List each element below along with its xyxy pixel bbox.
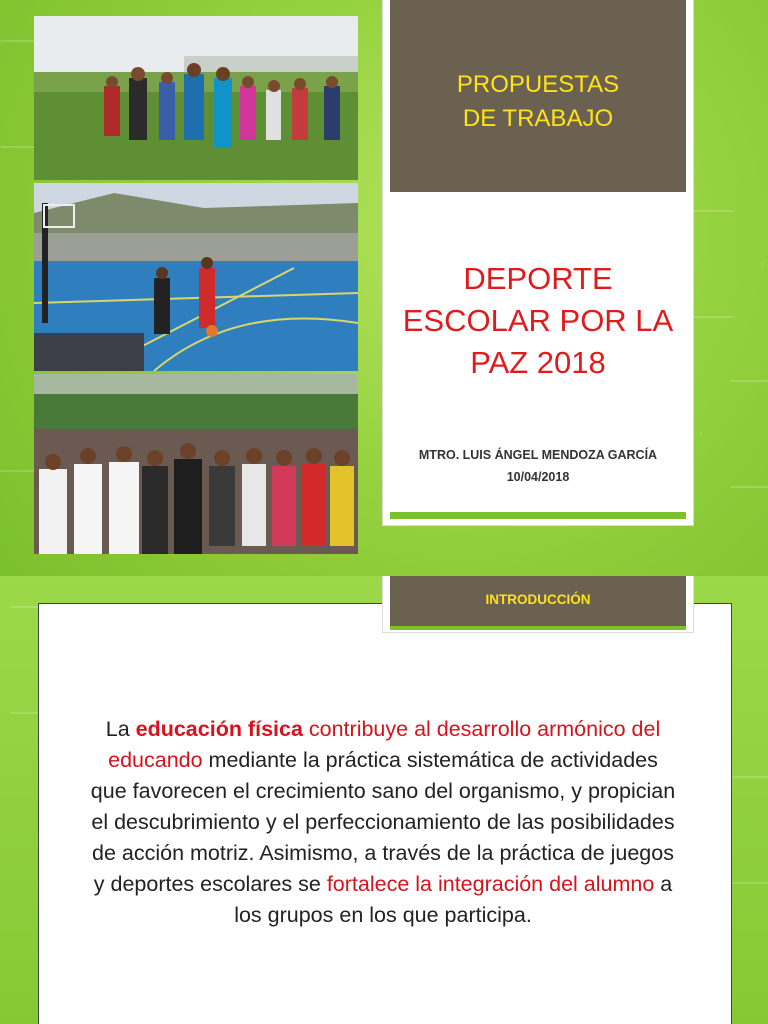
author-name: MTRO. LUIS ÁNGEL MENDOZA GARCÍA — [418, 448, 658, 462]
intro-panel — [383, 576, 693, 632]
highlight-integracion: fortalece la integración del alumno — [326, 872, 655, 896]
photo-students-jumping — [34, 16, 358, 180]
proposal-heading-line2: DE TRABAJO — [462, 105, 614, 132]
intro-accent-bar — [390, 626, 686, 630]
author-block — [383, 444, 693, 488]
photo-basketball-court — [34, 183, 358, 371]
title-panel — [383, 0, 693, 525]
photo-basketball-court-image — [34, 183, 358, 371]
main-title-line1: DEPORTE — [463, 261, 613, 296]
proposal-heading-line1: PROPUESTAS — [456, 71, 620, 98]
title-panel-header — [390, 0, 686, 192]
accent-bar — [390, 512, 686, 519]
highlight-educacion-fisica: educación física — [135, 717, 303, 741]
intro-heading: INTRODUCCIÓN — [390, 576, 686, 626]
photo-group-crowd — [34, 374, 358, 554]
highlight-contribuye: contribuye al desarrollo — [302, 717, 538, 741]
presentation-date: 10/04/2018 — [506, 470, 570, 484]
slide-introduction — [0, 576, 768, 1024]
highlight-armonico: armónico del educando — [108, 717, 661, 772]
main-title-line2: ESCOLAR POR LA — [402, 303, 674, 338]
paragraph-text: mediante la práctica sistemática de actividades que favorecen el crecimiento sano del organismo, y propician el descubrimiento y el perfeccionamiento de las posibilidades de acción motriz. Asimismo, a través de la práctica de juegos y deportes escolares se — [90, 748, 676, 896]
main-title-line3: PAZ 2018 — [470, 345, 606, 380]
proposal-heading — [390, 68, 686, 136]
paragraph-text: a los grupos en los que participa. — [234, 872, 673, 927]
paragraph-text: La — [105, 717, 136, 741]
photo-students-jumping-image — [34, 16, 358, 180]
photo-group-crowd-image — [34, 374, 358, 554]
hexagon-decoration — [700, 380, 768, 488]
main-title — [393, 258, 683, 384]
intro-paragraph — [88, 714, 678, 931]
